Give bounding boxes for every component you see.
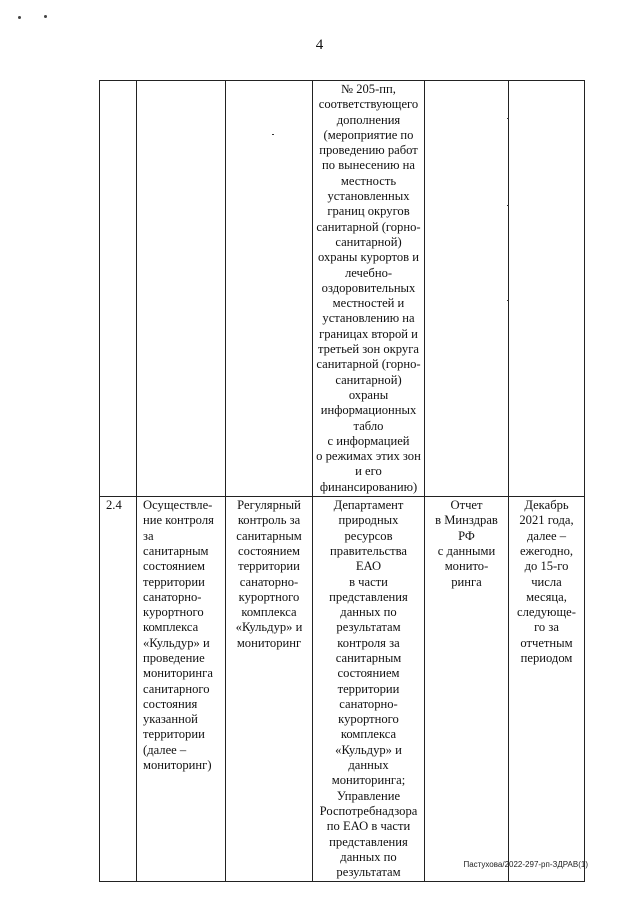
scan-mark: [507, 118, 509, 119]
table-row-continuation: [100, 81, 585, 497]
cell-number: 2.4: [100, 497, 137, 882]
cell-report-form: Отчет в Минздрав РФ с данными монито- ринга: [425, 497, 509, 882]
measures-table: [99, 80, 585, 882]
cell-deadline: [509, 81, 585, 497]
table-row-2-4: [100, 497, 585, 882]
cell-executor: Департамент природных ресурсов правительства ЕАО в части представления данных по результатам контроля за санитарным состоянием территории санаторно- курортного комплекса «Кульдур» и данных мониторинга; Управление Роспотребнадзора по ЕАО в части представления данных по результатам: [313, 497, 425, 882]
cell-deadline: Декабрь 2021 года, далее – ежегодно, до 15-го числа месяца, следующе- го за отчетным периодом: [509, 497, 585, 882]
scan-mark: [507, 300, 509, 301]
cell-result: [226, 81, 313, 497]
cell-executor: № 205-пп, соответствующего дополнения (мероприятие по проведению работ по вынесению на местность установленных границ округов санитарной (горно- санитарной) охраны курортов и лечебно- оздоровительных местностей и установлению на границах второй и третьей зон округа санитарной (горно- санитарной) охраны информационных табло с информацией о режимах этих зон и его финансированию): [313, 81, 425, 497]
document-code: Пастухова/2022-297-рп-ЗДРАВ(1): [463, 860, 588, 869]
cell-measure: [137, 81, 226, 497]
scan-speck: [18, 16, 21, 19]
page-number: 4: [315, 37, 324, 53]
cell-report-form: [425, 81, 509, 497]
scan-speck: [44, 15, 47, 18]
cell-result: Регулярный контроль за санитарным состоянием территории санаторно- курортного комплекса «Кульдур» и мониторинг: [226, 497, 313, 882]
scan-mark: [507, 205, 509, 206]
cell-number: [100, 81, 137, 497]
scan-mark: [272, 134, 274, 135]
cell-measure: Осуществле- ние контроля за санитарным состоянием территории санаторно- курортного комплекса «Кульдур» и проведение мониторинга санитарного состояния указанной территории (далее – мониторинг): [137, 497, 226, 882]
